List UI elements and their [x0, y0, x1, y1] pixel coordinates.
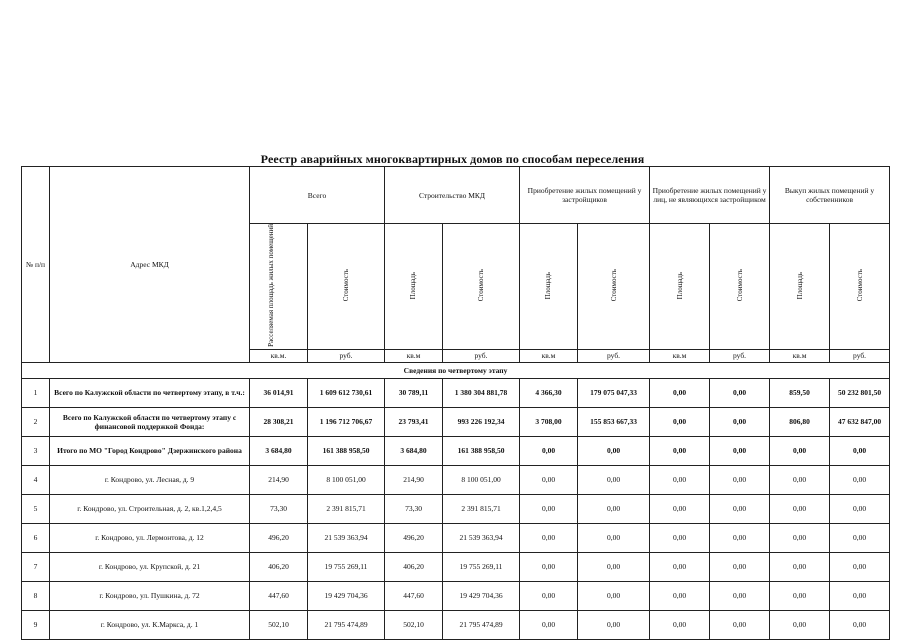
row-value: 0,00	[650, 378, 710, 407]
row-value: 0,00	[578, 465, 650, 494]
unit-sqm: кв.м	[770, 349, 830, 362]
col-header-address: Адрес МКД	[50, 167, 250, 363]
row-value: 0,00	[830, 436, 890, 465]
row-value: 806,80	[770, 407, 830, 436]
row-value: 21 795 474,89	[308, 610, 385, 639]
row-value: 496,20	[250, 523, 308, 552]
row-value: 214,90	[385, 465, 443, 494]
row-value: 496,20	[385, 523, 443, 552]
row-value: 0,00	[578, 610, 650, 639]
document-title: Реестр аварийных многоквартирных домов по способам переселения	[260, 152, 645, 166]
row-value: 0,00	[770, 552, 830, 581]
row-value: 19 755 269,11	[443, 552, 520, 581]
row-value: 8 100 051,00	[308, 465, 385, 494]
row-value: 1 380 304 881,78	[443, 378, 520, 407]
row-address: г. Кондрово, ул. Лесная, д. 9	[50, 465, 250, 494]
row-value: 0,00	[710, 523, 770, 552]
row-value: 0,00	[578, 436, 650, 465]
row-value: 161 388 958,50	[308, 436, 385, 465]
row-value: 0,00	[710, 552, 770, 581]
row-value: 214,90	[250, 465, 308, 494]
row-value: 993 226 192,34	[443, 407, 520, 436]
unit-rub: руб.	[443, 349, 520, 362]
row-value: 0,00	[830, 465, 890, 494]
row-value: 0,00	[830, 581, 890, 610]
row-value: 36 014,91	[250, 378, 308, 407]
row-value: 0,00	[650, 407, 710, 436]
row-value: 0,00	[770, 465, 830, 494]
row-address: Всего по Калужской области по четвертому этапу с финансовой поддержкой Фонда:	[50, 407, 250, 436]
row-number: 4	[22, 465, 50, 494]
row-number: 3	[22, 436, 50, 465]
row-number: 9	[22, 610, 50, 639]
row-value: 502,10	[385, 610, 443, 639]
row-value: 0,00	[710, 378, 770, 407]
group-header-buyout: Выкуп жилых помещений у собственников	[770, 167, 890, 224]
row-value: 0,00	[650, 494, 710, 523]
group-header-acquisition-dev: Приобретение жилых помещений у застройщиков	[520, 167, 650, 224]
row-value: 19 429 704,36	[308, 581, 385, 610]
row-value: 28 308,21	[250, 407, 308, 436]
row-value: 0,00	[710, 465, 770, 494]
sub-header-area-total: Расселяемая площадь жилых помещений	[250, 224, 308, 350]
row-value: 406,20	[385, 552, 443, 581]
row-value: 406,20	[250, 552, 308, 581]
sub-header-area: Площадь	[385, 224, 443, 350]
row-value: 8 100 051,00	[443, 465, 520, 494]
row-value: 0,00	[770, 610, 830, 639]
row-value: 21 539 363,94	[308, 523, 385, 552]
row-value: 23 793,41	[385, 407, 443, 436]
row-number: 1	[22, 378, 50, 407]
row-value: 0,00	[770, 523, 830, 552]
row-value: 0,00	[578, 494, 650, 523]
row-address: г. Кондрово, ул. К.Маркса, д. 1	[50, 610, 250, 639]
row-value: 0,00	[710, 581, 770, 610]
row-value: 47 632 847,00	[830, 407, 890, 436]
row-value: 0,00	[520, 581, 578, 610]
row-value: 0,00	[578, 552, 650, 581]
row-value: 0,00	[520, 494, 578, 523]
row-value: 2 391 815,71	[308, 494, 385, 523]
row-value: 21 795 474,89	[443, 610, 520, 639]
row-value: 859,50	[770, 378, 830, 407]
row-value: 0,00	[650, 552, 710, 581]
row-value: 3 708,00	[520, 407, 578, 436]
sub-header-area: Площадь	[520, 224, 578, 350]
unit-rub: руб.	[710, 349, 770, 362]
sub-header-cost: Стоимость	[308, 224, 385, 350]
group-header-acquisition-other: Приобретение жилых помещений у лиц, не являющихся застройщиком	[650, 167, 770, 224]
unit-sqm: кв.м.	[250, 349, 308, 362]
row-value: 0,00	[710, 610, 770, 639]
row-value: 0,00	[830, 552, 890, 581]
row-value: 21 539 363,94	[443, 523, 520, 552]
row-value: 155 853 667,33	[578, 407, 650, 436]
row-value: 447,60	[385, 581, 443, 610]
table-row	[22, 610, 890, 639]
sub-header-area: Площадь	[650, 224, 710, 350]
row-value: 502,10	[250, 610, 308, 639]
row-value: 0,00	[650, 523, 710, 552]
table-row	[22, 378, 890, 407]
row-value: 0,00	[520, 523, 578, 552]
row-value: 0,00	[770, 494, 830, 523]
row-value: 0,00	[650, 465, 710, 494]
section-title: Сведения по четвертому этапу	[22, 362, 890, 378]
unit-sqm: кв.м	[520, 349, 578, 362]
unit-rub: руб.	[578, 349, 650, 362]
row-number: 7	[22, 552, 50, 581]
group-header-total: Всего	[250, 167, 385, 224]
row-value: 0,00	[830, 610, 890, 639]
sub-header-cost: Стоимость	[710, 224, 770, 350]
row-value: 0,00	[710, 436, 770, 465]
table-row	[22, 581, 890, 610]
row-value: 0,00	[520, 436, 578, 465]
table-row	[22, 407, 890, 436]
sub-header-cost: Стоимость	[830, 224, 890, 350]
row-value: 0,00	[710, 494, 770, 523]
section-row	[22, 362, 890, 378]
row-address: Итого по МО "Город Кондрово" Дзержинского района	[50, 436, 250, 465]
row-value: 0,00	[520, 610, 578, 639]
row-value: 0,00	[520, 465, 578, 494]
table-row	[22, 436, 890, 465]
row-value: 0,00	[710, 407, 770, 436]
row-value: 73,30	[385, 494, 443, 523]
row-address: г. Кондрово, ул. Лермонтова, д. 12	[50, 523, 250, 552]
row-value: 0,00	[650, 581, 710, 610]
row-value: 0,00	[520, 552, 578, 581]
row-address: г. Кондрово, ул. Крупской, д. 21	[50, 552, 250, 581]
row-value: 0,00	[830, 494, 890, 523]
row-value: 50 232 801,50	[830, 378, 890, 407]
table-row	[22, 523, 890, 552]
sub-header-cost: Стоимость	[578, 224, 650, 350]
sub-header-cost: Стоимость	[443, 224, 520, 350]
row-value: 73,30	[250, 494, 308, 523]
group-header-construction: Строительство МКД	[385, 167, 520, 224]
table-row	[22, 552, 890, 581]
col-header-num: № п/п	[22, 167, 50, 363]
table-row	[22, 494, 890, 523]
row-value: 0,00	[578, 581, 650, 610]
row-number: 5	[22, 494, 50, 523]
sub-header-area: Площадь	[770, 224, 830, 350]
row-value: 1 196 712 706,67	[308, 407, 385, 436]
row-value: 0,00	[650, 436, 710, 465]
row-value: 0,00	[770, 436, 830, 465]
unit-rub: руб.	[830, 349, 890, 362]
row-value: 0,00	[650, 610, 710, 639]
row-address: г. Кондрово, ул. Пушкина, д. 72	[50, 581, 250, 610]
row-value: 2 391 815,71	[443, 494, 520, 523]
row-value: 0,00	[578, 523, 650, 552]
header-group-row	[22, 167, 890, 224]
row-value: 30 789,11	[385, 378, 443, 407]
row-value: 3 684,80	[250, 436, 308, 465]
row-number: 2	[22, 407, 50, 436]
row-value: 447,60	[250, 581, 308, 610]
unit-sqm: кв.м	[385, 349, 443, 362]
row-value: 4 366,30	[520, 378, 578, 407]
table-row	[22, 465, 890, 494]
unit-sqm: кв.м	[650, 349, 710, 362]
row-number: 8	[22, 581, 50, 610]
row-value: 3 684,80	[385, 436, 443, 465]
unit-rub: руб.	[308, 349, 385, 362]
row-value: 179 075 047,33	[578, 378, 650, 407]
row-value: 1 609 612 730,61	[308, 378, 385, 407]
row-address: г. Кондрово, ул. Строительная, д. 2, кв.1,2,4,5	[50, 494, 250, 523]
row-value: 161 388 958,50	[443, 436, 520, 465]
row-value: 19 429 704,36	[443, 581, 520, 610]
row-address: Всего по Калужской области по четвертому этапу, в т.ч.:	[50, 378, 250, 407]
row-number: 6	[22, 523, 50, 552]
row-value: 19 755 269,11	[308, 552, 385, 581]
row-value: 0,00	[830, 523, 890, 552]
row-value: 0,00	[770, 581, 830, 610]
resettlement-registry-table	[21, 166, 890, 640]
